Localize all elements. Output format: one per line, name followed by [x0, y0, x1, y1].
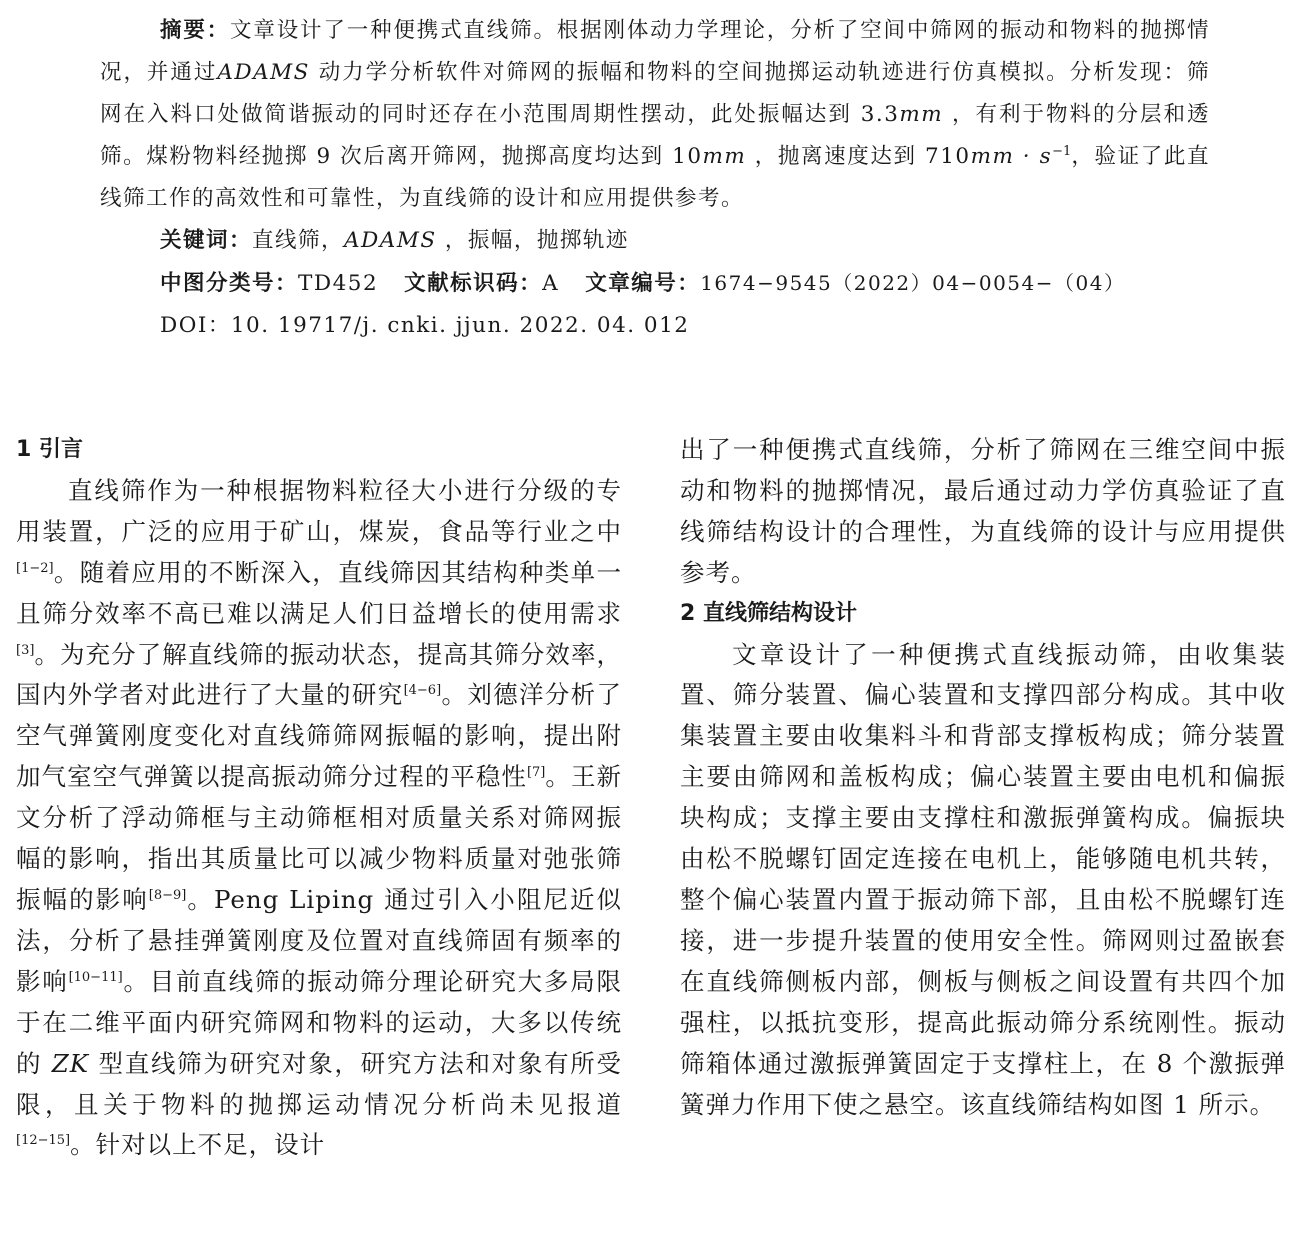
section-2-paragraph: 文章设计了一种便携式直线振动筛，由收集装置、筛分装置、偏心装置和支撑四部分构成。其中收集装置主要由收集料斗和背部支撑板构成；筛分装置主要由筛网和盖板构成；偏心装置主要由电机和偏振块构成；支撑主要由支撑柱和激振弹簧构成。偏振块由松不脱螺钉固定连接在电机上，能够随电机共转，整个偏心装置内置于振动筛下部，且由松不脱螺钉连接，进一步提升装置的使用安全性。筛网则过盈嵌套在直线筛侧板内部，侧板与侧板之间设置有共四个加强柱，以抵抗变形，提高此振动筛分系统刚性。振动筛箱体通过激振弹簧固定于支撑柱上，在 8 个激振弹簧弹力作用下使之悬空。该直线筛结构如图 1 所示。	[680, 639, 1286, 1119]
section-1-continuation: 出了一种便携式直线筛，分析了筛网在三维空间中振动和物料的抛掷情况，最后通过动力学仿真验证了直线筛结构设计的合理性，为直线筛的设计与应用提供参考。	[680, 435, 1286, 587]
body-text: 。目前直线筛的振动筛分理论研究大多局限于在二维平面内研究筛网和物料的运动，大多以传统的	[16, 966, 623, 1078]
body-text: 。王新文分析了浮动筛框与主动筛框相对质量关系对筛网振幅的影响，指出其质量比可以减少物料质量对弛张筛振幅的影响	[16, 762, 622, 914]
doc-code-label: 文献标识码：	[404, 271, 543, 296]
doi-value: 10. 19717/j. cnki. jjun. 2022. 04. 012	[230, 313, 690, 338]
clc-label: 中图分类号：	[160, 271, 299, 296]
zk-term: ZK	[51, 1048, 90, 1078]
left-column	[16, 430, 622, 1166]
abstract-label: 摘要：	[160, 18, 231, 43]
section-1-heading: 1 引言	[16, 437, 83, 462]
clc-value: TD452	[298, 271, 379, 296]
body-text: 。针对以上不足，设计	[70, 1130, 326, 1160]
abstract-paragraph	[100, 10, 1210, 220]
abstract-block	[100, 10, 1210, 347]
abstract-adams: ADAMS	[217, 60, 310, 85]
body-text: 型直线筛为研究对象，研究方法和对象有所受限，且关于物料的抛掷运动情况分析尚未见报道	[16, 1048, 622, 1119]
article-no-value: 1674−9545（2022）04−0054−（04）	[700, 271, 1126, 295]
abstract-text: ，抛离速度达到 710	[746, 144, 971, 169]
body-text: 。刘德洋分析了空气弹簧刚度变化对直线筛筛网振幅的影响，提出附加气室空气弹簧以提高振动筛分过程的平稳性	[16, 680, 623, 792]
body-text: 直线筛作为一种根据物料粒径大小进行分级的专用装置，广泛的应用于矿山，煤炭，食品等行业之中	[16, 475, 622, 546]
keywords-text: ，振幅，抛掷轨迹	[436, 228, 629, 253]
citation: [3]	[16, 642, 35, 658]
doi-line	[160, 305, 1210, 347]
citation: [8−9]	[148, 887, 187, 903]
body-text: 。Peng Liping 通过引入小阻尼近似法，分析了悬挂弹簧刚度及位置对直线筛固有频率的影响	[16, 884, 623, 996]
body-text: 。随着应用的不断深入，直线筛因其结构种类单一且筛分效率不高已难以满足人们日益增长的使用需求	[16, 557, 622, 628]
body-text: 。为充分了解直线筛的振动状态，提高其筛分效率，国内外学者对此进行了大量的研究	[16, 639, 622, 710]
doi-label: DOI：	[160, 313, 231, 338]
abstract-text: ，有利于物料的分层和透筛。煤粉物料经抛掷 9 次后离开筛网，抛掷高度均达到 10	[100, 102, 1210, 169]
doc-code-value: A	[542, 271, 560, 296]
abstract-unit-exponent: −1	[1052, 143, 1072, 159]
article-no-label: 文章编号：	[585, 271, 701, 296]
abstract-text: 文章设计了一种便携式直线筛。根据刚体动力学理论，分析了空间中筛网的振动和物料的抛掷情况，并通过	[100, 18, 1210, 85]
citation: [4−6]	[403, 683, 442, 699]
abstract-text: ，验证了此直线筛工作的高效性和可靠性，为直线筛的设计和应用提供参考。	[100, 144, 1210, 211]
abstract-text: 动力学分析软件对筛网的振幅和物料的空间抛掷运动轨迹进行仿真模拟。分析发现：筛网在入料口处做简谐振动的同时还存在小范围周期性摆动，此处振幅达到 3.3	[100, 60, 1210, 127]
abstract-unit: mm · s	[970, 144, 1053, 169]
section-1-paragraph	[16, 471, 622, 1166]
keywords-line	[160, 220, 1210, 262]
section-2-heading: 2 直线筛结构设计	[680, 600, 857, 626]
abstract-unit: mm	[702, 144, 747, 169]
keywords-adams: ADAMS	[344, 228, 437, 253]
citation: [12−15]	[16, 1133, 71, 1149]
abstract-unit: mm	[899, 102, 944, 127]
citation: [1−2]	[16, 560, 54, 576]
citation: [7]	[526, 765, 546, 781]
classification-line	[160, 262, 1210, 305]
right-column	[680, 430, 1286, 1125]
keywords-label: 关键词：	[160, 228, 253, 253]
citation: [10−11]	[68, 969, 123, 985]
keywords-text: 直线筛，	[252, 228, 345, 253]
